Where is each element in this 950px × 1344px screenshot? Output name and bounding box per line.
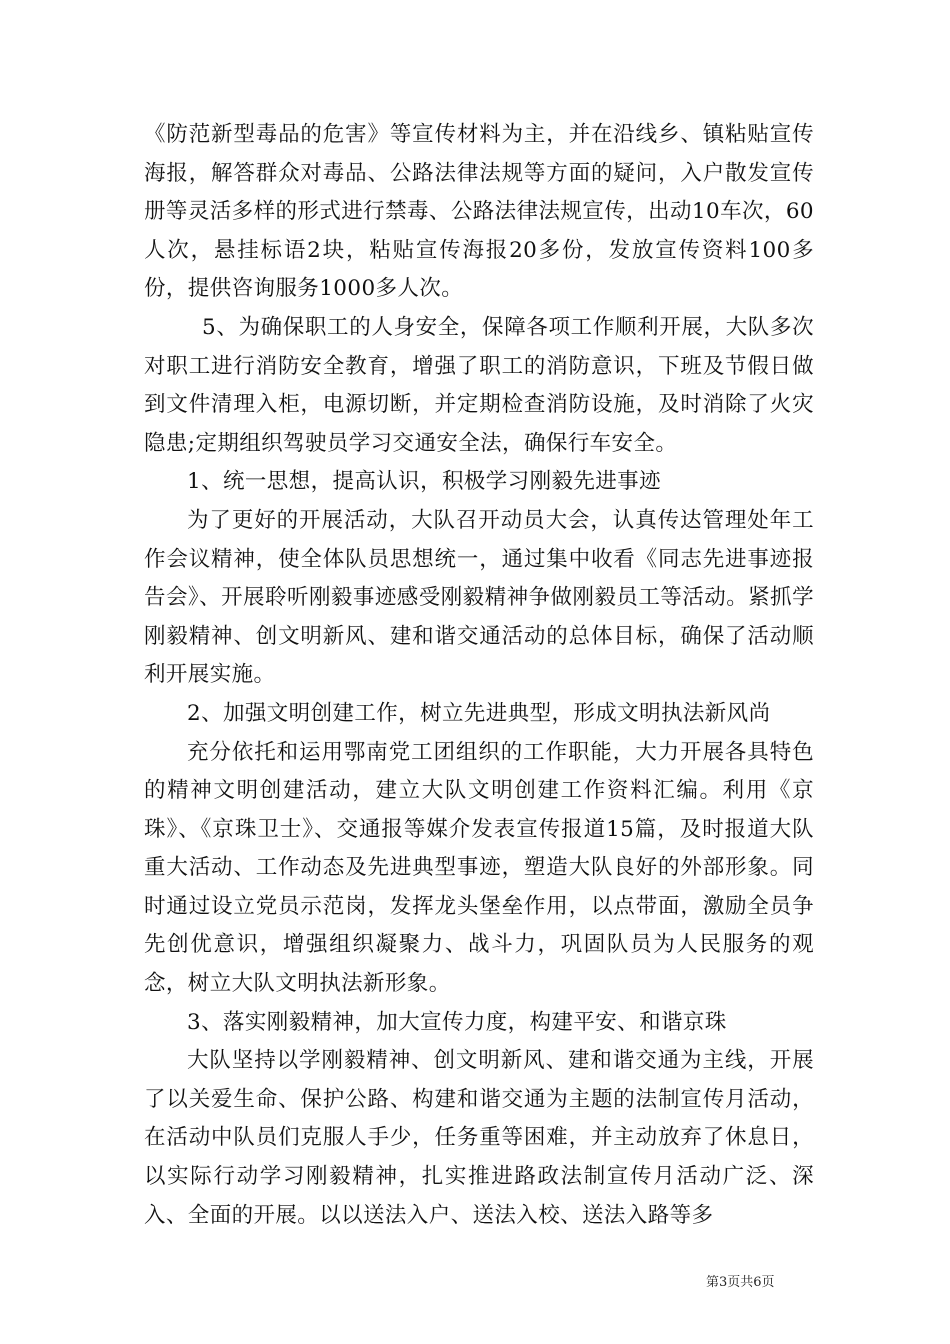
paragraph-fire-safety: 5、为确保职工的人身安全，保障各项工作顺利开展，大队多次对职工进行消防安全教育，增强了职工的消防意识，下班及节假日做到文件清理入柜，电源切断，并定期检查消防设施，及时消除了火灾隐患;定期组织驾驶员学习交通安全法，确保行车安全。 (144, 314, 814, 456)
paragraph-civilization-building: 充分依托和运用鄂南党工团组织的工作职能，大力开展各具特色的精神文明创建活动，建立大队文明创建工作资料汇编。利用《京珠》、《京珠卫士》、交通报等媒介发表宣传报道15篇，及时报道大队重大活动、工作动态及先进典型事迹，塑造大队良好的外部形象。同时通过设立党员示范岗，发挥龙头堡垒作用，以点带面，激励全员争先创优意识，增强组织凝聚力、战斗力，巩固队员为人民服务的观念，树立大队文明执法新形象。 (144, 739, 814, 997)
heading-implement-spirit: 3、落实刚毅精神，加大宣传力度，构建平安、和谐京珠 (187, 1009, 727, 1035)
paragraph-legal-publicity: 大队坚持以学刚毅精神、创文明新风、建和谐交通为主线，开展了以关爱生命、保护公路、构建和谐交通为主题的法制宣传月活动，在活动中队员们克服人手少，任务重等困难，并主动放弃了休息日，以实际行动学习刚毅精神，扎实推进路政法制宣传月活动广泛、深入、全面的开展。以以送法入户、送法入校、送法入路等多 (144, 1048, 814, 1228)
paragraph-mobilization: 为了更好的开展活动，大队召开动员大会，认真传达管理处年工作会议精神，使全体队员思想统一，通过集中收看《同志先进事迹报告会》、开展聆听刚毅事迹感受刚毅精神争做刚毅员工等活动。紧抓学刚毅精神、创文明新风、建和谐交通活动的总体目标，确保了活动顺利开展实施。 (144, 507, 814, 688)
heading-unify-thinking: 1、统一思想，提高认识，积极学习刚毅先进事迹 (187, 469, 661, 495)
heading-civilization-building: 2、加强文明创建工作，树立先进典型，形成文明执法新风尚 (187, 700, 771, 726)
paragraph-propaganda-results: 《防范新型毒品的危害》等宣传材料为主，并在沿线乡、镇粘贴宣传海报，解答群众对毒品、公路法律法规等方面的疑问，入户散发宣传册等灵活多样的形式进行禁毒、公路法律法规宣传，出动10车次，60人次，悬挂标语2块，粘贴宣传海报20多份，发放宣传资料100多份，提供咨询服务1000多人次。 (144, 122, 814, 302)
page-number: 第3页共6页 (706, 1275, 775, 1290)
document-body (144, 116, 814, 1235)
